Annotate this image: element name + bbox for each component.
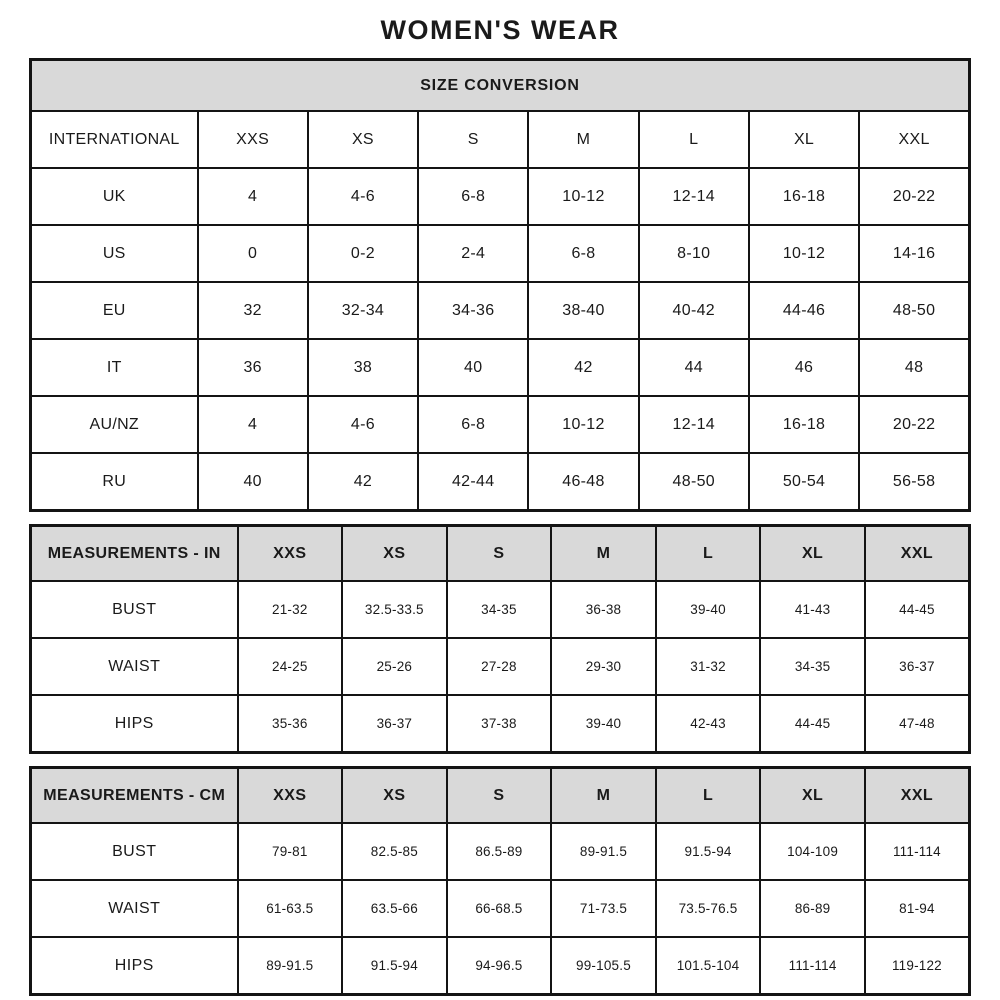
- table-cell: 32: [198, 282, 308, 339]
- table-row: [31, 339, 970, 396]
- table-cell: 44-45: [760, 695, 865, 753]
- table-cell: 50-54: [749, 453, 859, 511]
- table-cell: 32.5-33.5: [342, 581, 447, 638]
- table-row: [31, 823, 970, 880]
- column-header-size: XL: [760, 768, 865, 824]
- table-cell: 39-40: [656, 581, 761, 638]
- table-row: [31, 168, 970, 225]
- column-header-size: XXL: [859, 111, 969, 168]
- table-cell: 4: [198, 396, 308, 453]
- measurements-header-cm: MEASUREMENTS - CM: [31, 768, 238, 824]
- table-row: [31, 695, 970, 753]
- table-cell: 21-32: [238, 581, 343, 638]
- table-cell: 46: [749, 339, 859, 396]
- column-header-size: L: [639, 111, 749, 168]
- table-cell: 48: [859, 339, 969, 396]
- table-cell: 44-45: [865, 581, 970, 638]
- table-cell: 4: [198, 168, 308, 225]
- column-header-size: M: [551, 526, 656, 582]
- measurements-header-row-cm: [31, 768, 970, 824]
- table-cell: 38: [308, 339, 418, 396]
- row-label: UK: [31, 168, 198, 225]
- table-cell: 32-34: [308, 282, 418, 339]
- table-cell: 36-38: [551, 581, 656, 638]
- column-header-size: XXS: [238, 526, 343, 582]
- table-cell: 2-4: [418, 225, 528, 282]
- column-header-size: XL: [749, 111, 859, 168]
- table-cell: 86-89: [760, 880, 865, 937]
- table-cell: 0-2: [308, 225, 418, 282]
- table-cell: 40: [198, 453, 308, 511]
- column-header-size: L: [656, 526, 761, 582]
- column-header-international: INTERNATIONAL: [31, 111, 198, 168]
- table-cell: 42: [308, 453, 418, 511]
- table-row: [31, 282, 970, 339]
- table-cell: 6-8: [418, 168, 528, 225]
- table-cell: 71-73.5: [551, 880, 656, 937]
- table-cell: 73.5-76.5: [656, 880, 761, 937]
- row-label: WAIST: [31, 638, 238, 695]
- table-cell: 10-12: [749, 225, 859, 282]
- table-row: [31, 880, 970, 937]
- column-header-size: XXS: [198, 111, 308, 168]
- row-label: AU/NZ: [31, 396, 198, 453]
- table-row: [31, 937, 970, 995]
- column-header-size: XXL: [865, 768, 970, 824]
- column-header-size: XS: [308, 111, 418, 168]
- column-header-size: S: [447, 768, 552, 824]
- table-cell: 48-50: [639, 453, 749, 511]
- table-cell: 99-105.5: [551, 937, 656, 995]
- size-chart-page: [29, 0, 971, 996]
- table-cell: 44: [639, 339, 749, 396]
- table-cell: 8-10: [639, 225, 749, 282]
- table-cell: 104-109: [760, 823, 865, 880]
- table-cell: 10-12: [528, 168, 638, 225]
- table-cell: 42: [528, 339, 638, 396]
- table-cell: 39-40: [551, 695, 656, 753]
- table-cell: 25-26: [342, 638, 447, 695]
- table-cell: 91.5-94: [656, 823, 761, 880]
- table-cell: 66-68.5: [447, 880, 552, 937]
- column-header-size: M: [528, 111, 638, 168]
- column-header-size: S: [447, 526, 552, 582]
- table-cell: 12-14: [639, 396, 749, 453]
- table-cell: 82.5-85: [342, 823, 447, 880]
- column-header-size: XL: [760, 526, 865, 582]
- table-cell: 6-8: [418, 396, 528, 453]
- table-cell: 44-46: [749, 282, 859, 339]
- table-row: [31, 581, 970, 638]
- table-cell: 38-40: [528, 282, 638, 339]
- row-label: BUST: [31, 581, 238, 638]
- table-row: [31, 638, 970, 695]
- table-cell: 20-22: [859, 396, 969, 453]
- table-cell: 63.5-66: [342, 880, 447, 937]
- table-cell: 119-122: [865, 937, 970, 995]
- row-label: EU: [31, 282, 198, 339]
- row-label: IT: [31, 339, 198, 396]
- table-cell: 61-63.5: [238, 880, 343, 937]
- table-cell: 41-43: [760, 581, 865, 638]
- table-cell: 24-25: [238, 638, 343, 695]
- table-cell: 35-36: [238, 695, 343, 753]
- table-cell: 46-48: [528, 453, 638, 511]
- table-cell: 81-94: [865, 880, 970, 937]
- table-cell: 10-12: [528, 396, 638, 453]
- row-label: BUST: [31, 823, 238, 880]
- table-cell: 91.5-94: [342, 937, 447, 995]
- table-cell: 48-50: [859, 282, 969, 339]
- table-cell: 34-35: [760, 638, 865, 695]
- column-header-size: XS: [342, 768, 447, 824]
- table-cell: 12-14: [639, 168, 749, 225]
- table-cell: 89-91.5: [551, 823, 656, 880]
- table-cell: 27-28: [447, 638, 552, 695]
- table-row: [31, 225, 970, 282]
- table-cell: 40: [418, 339, 528, 396]
- page-title: WOMEN'S WEAR: [380, 15, 620, 45]
- table-row: [31, 453, 970, 511]
- row-label: RU: [31, 453, 198, 511]
- column-header-size: M: [551, 768, 656, 824]
- table-cell: 31-32: [656, 638, 761, 695]
- table-cell: 86.5-89: [447, 823, 552, 880]
- column-header-size: XXL: [865, 526, 970, 582]
- table-cell: 40-42: [639, 282, 749, 339]
- size-conversion-header: SIZE CONVERSION: [31, 60, 970, 112]
- table-cell: 4-6: [308, 396, 418, 453]
- table-cell: 34-36: [418, 282, 528, 339]
- table-cell: 29-30: [551, 638, 656, 695]
- table-cell: 20-22: [859, 168, 969, 225]
- row-label: WAIST: [31, 880, 238, 937]
- column-header-size: S: [418, 111, 528, 168]
- table-cell: 101.5-104: [656, 937, 761, 995]
- table-cell: 37-38: [447, 695, 552, 753]
- table-cell: 42-43: [656, 695, 761, 753]
- table-cell: 94-96.5: [447, 937, 552, 995]
- column-header-size: XS: [342, 526, 447, 582]
- table-cell: 111-114: [865, 823, 970, 880]
- table-cell: 6-8: [528, 225, 638, 282]
- measurements-header-in: MEASUREMENTS - IN: [31, 526, 238, 582]
- column-header-size: L: [656, 768, 761, 824]
- row-label: HIPS: [31, 695, 238, 753]
- measurements-cm-table: [29, 766, 971, 996]
- table-cell: 111-114: [760, 937, 865, 995]
- table-cell: 89-91.5: [238, 937, 343, 995]
- column-header-size: XXS: [238, 768, 343, 824]
- measurements-in-table: [29, 524, 971, 754]
- table-cell: 36: [198, 339, 308, 396]
- measurements-header-row-in: [31, 526, 970, 582]
- table-cell: 56-58: [859, 453, 969, 511]
- table-cell: 4-6: [308, 168, 418, 225]
- row-label: HIPS: [31, 937, 238, 995]
- size-conversion-table: [29, 58, 971, 512]
- table-cell: 0: [198, 225, 308, 282]
- table-cell: 16-18: [749, 396, 859, 453]
- table-cell: 16-18: [749, 168, 859, 225]
- table-cell: 14-16: [859, 225, 969, 282]
- table-cell: 79-81: [238, 823, 343, 880]
- table-cell: 42-44: [418, 453, 528, 511]
- table-cell: 36-37: [865, 638, 970, 695]
- table-row: [31, 396, 970, 453]
- row-label: US: [31, 225, 198, 282]
- table-cell: 47-48: [865, 695, 970, 753]
- table-cell: 36-37: [342, 695, 447, 753]
- table-cell: 34-35: [447, 581, 552, 638]
